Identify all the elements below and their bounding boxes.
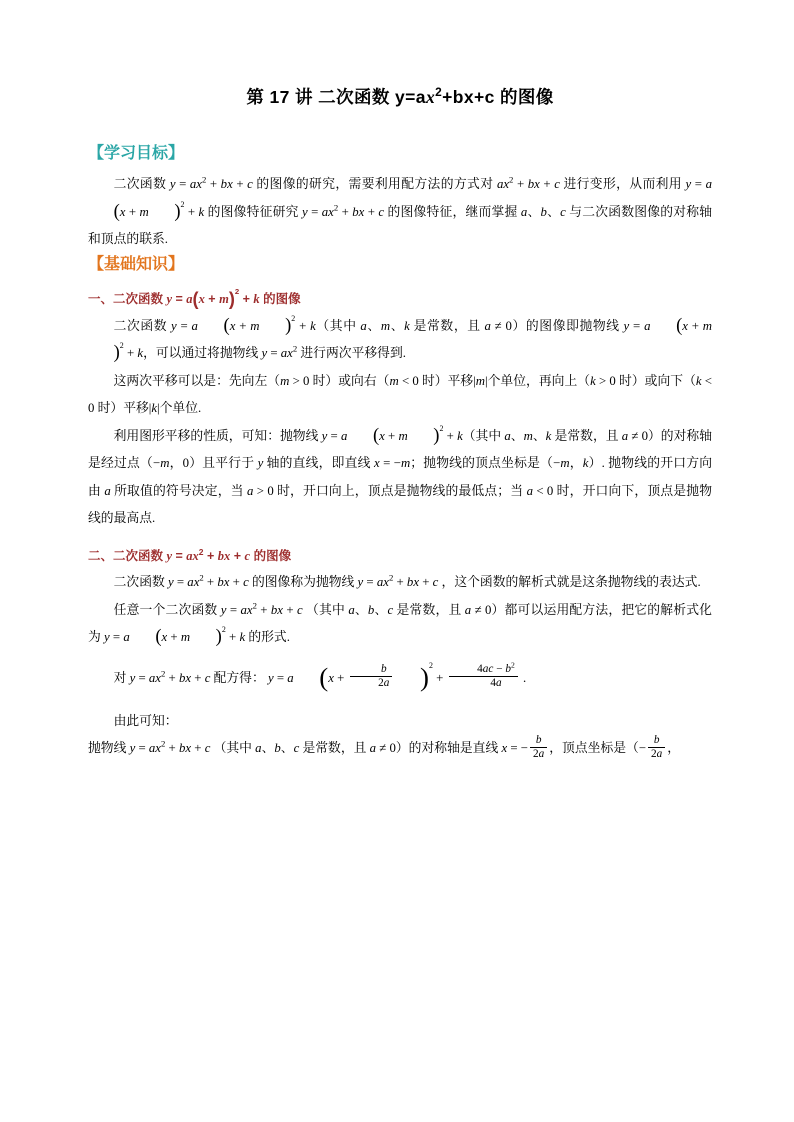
subsection-heading-2: 二、二次函数 $y = ax^2$ + bx + c 的图像 [88,546,292,563]
subsection-2-paragraph-1: 二次函数 $y = ax^2$ + bx + c 的图像称为抛物线 $y = ax^2$ + bx + c ，这个函数的解析式就是这条抛物线的表达式. [113,572,701,590]
title-prefix: 第 17 讲 二次函数 y=a [246,87,426,107]
subsection-2-equation-line: 对 $y = ax^2$ + bx + c 配方得： y = a (x + $\frac{b}{2a}$ )$^2$ + $\frac{4ac - b^2}{4a}$ . [113,660,527,693]
section-heading-learning-goals: 【学习目标】 [88,144,185,162]
subsection-heading-1: 一、二次函数 $y = a(x + m)^2 + k$ 的图像 [88,287,301,309]
document-content [88,86,712,763]
subsection-2-paragraph-3: 由此可知： [113,713,178,728]
title-suffix: +bx+c 的图像 [442,87,554,107]
title-exponent: 2 [435,85,443,100]
page-title [88,86,712,109]
subsection-2-paragraph-2: 任意一个二次函数 $y = ax^2$ + bx + c （其中 a、b、c 是常数，且 a ≠ 0）都可以运用配方法，把它的解析式化为 y = a (x + m )$^2$ + k 的形式. [88,600,712,647]
section-heading-basic-knowledge: 【基础知识】 [88,255,185,273]
title-variable: x [425,87,436,107]
subsection-2-paragraph-4: 抛物线 $y = ax^2$ + bx + c （其中 a、b、c 是常数，且 a ≠ 0）的对称轴是直线 x = − $\frac{b}{2a}$ ，顶点坐标是（− $\frac{b}{2a}$ ， [88,734,681,760]
subsection-1-paragraph-2: 这两次平移可以是：先向左（m > 0 时）或向右（m < 0 时）平移|m|个单位，再向上（k > 0 时）或向下（k < 0 时）平移|k|个单位. [88,373,713,416]
subsection-1-paragraph-1: 二次函数 y = a (x + m )$^2$ + k（其中 a、m、k 是常数，且 a ≠ 0）的图像即抛物线 y = a $(x + m)^2 + k$，可以通过将抛物线 $y = ax^2$ 进行两次平移得到. [113,313,713,363]
subsection-1-paragraph-3: 利用图形平移的性质，可知：抛物线 y = a (x + m )$^2$ + k（其中 a、m、k 是常数，且 a ≠ 0）的对称轴是经过点（−m，0）且平行于 y 轴的直线，即直线 x = −m；抛物线的顶点坐标是（−m，k）. 抛物线的开口方向由 a 所取值的符号决定，当 a > 0 时，开口向上，顶点是抛物线的最低点；当 a < 0 时，开口向下，顶点是抛物线的最高点. [88,423,713,526]
learning-goals-paragraph: 二次函数 $y = ax^2$ + bx + c 的图像的研究，需要利用配方法的方式对 $ax^2$ + bx + c 进行变形，从而利用 y = a(x + m )$^2$ + k 的图像特征研究 $y = ax^2$ + bx + c 的图像特征，继而掌握 a、b、c 与二次函数图像的对称轴和顶点的联系. [88,174,713,247]
